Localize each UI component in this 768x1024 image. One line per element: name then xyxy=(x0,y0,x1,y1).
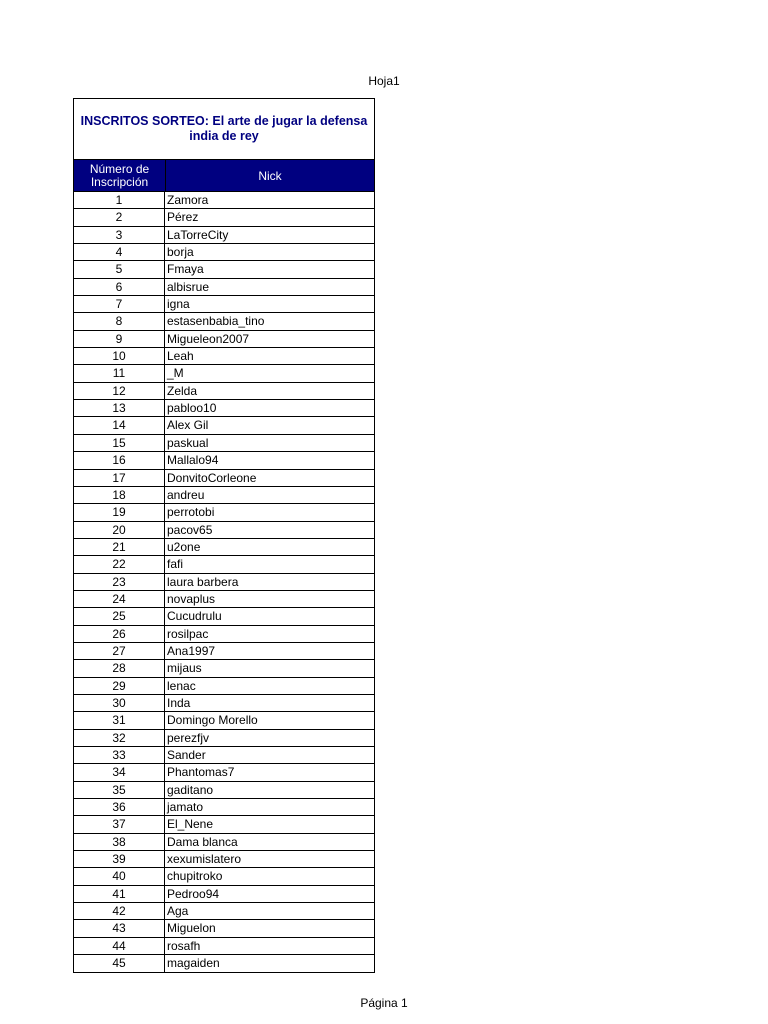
table-row xyxy=(74,608,374,625)
registration-number-cell: 27 xyxy=(74,643,165,659)
nick-cell: u2one xyxy=(167,539,201,554)
nick-cell: Migueleon2007 xyxy=(167,331,250,346)
table-row xyxy=(74,348,374,365)
nick-cell: Sander xyxy=(167,748,206,762)
registration-number-cell: 36 xyxy=(74,799,165,815)
table-row xyxy=(74,574,374,591)
nick-cell: DonvitoCorleone xyxy=(167,470,257,485)
registration-number-cell: 19 xyxy=(74,504,165,520)
table-row xyxy=(74,955,374,972)
nick-cell: Domingo Morello xyxy=(167,713,258,728)
table-row xyxy=(74,782,374,799)
registration-number-cell: 44 xyxy=(74,938,165,954)
table-row xyxy=(74,227,374,244)
nick-cell: Miguelon xyxy=(167,921,216,936)
table-row xyxy=(74,591,374,608)
registration-number-cell: 42 xyxy=(74,903,165,919)
table-row xyxy=(74,331,374,348)
column-header-number-line1: Número de xyxy=(89,161,150,176)
registration-number-cell: 38 xyxy=(74,834,165,850)
nick-cell: novaplus xyxy=(167,591,216,606)
table-row xyxy=(74,868,374,885)
table-row xyxy=(74,261,374,278)
registration-number-cell: 5 xyxy=(74,261,165,277)
registration-number-cell: 26 xyxy=(74,626,165,642)
table-header-row xyxy=(74,160,374,192)
registration-number-cell: 41 xyxy=(74,886,165,902)
nick-cell: Leah xyxy=(167,349,194,364)
table-row xyxy=(74,851,374,868)
nick-cell: jamato xyxy=(167,800,204,815)
table-row xyxy=(74,487,374,504)
table-row xyxy=(74,678,374,695)
table-row xyxy=(74,712,374,729)
page-number: Página 1 xyxy=(360,996,408,1010)
table-row xyxy=(74,400,374,417)
table-row xyxy=(74,660,374,677)
nick-cell: albisrue xyxy=(167,279,210,294)
table-row xyxy=(74,938,374,955)
registrations-table xyxy=(73,98,375,973)
nick-cell: rosilpac xyxy=(167,626,209,641)
table-row xyxy=(74,903,374,920)
registration-number-cell: 23 xyxy=(74,574,165,590)
registration-number-cell: 40 xyxy=(74,868,165,884)
table-row xyxy=(74,834,374,851)
table-row xyxy=(74,556,374,573)
nick-cell: borja xyxy=(167,245,194,260)
registration-number-cell: 16 xyxy=(74,452,165,468)
nick-cell: paskual xyxy=(167,435,209,450)
table-title-line1: INSCRITOS SORTEO: El arte de jugar la defensa xyxy=(80,114,368,128)
nick-cell: fafi xyxy=(167,557,184,572)
registration-number-cell: 37 xyxy=(74,816,165,832)
nick-cell: El_Nene xyxy=(167,817,214,832)
nick-cell: Mallalo94 xyxy=(167,453,219,468)
registration-number-cell: 18 xyxy=(74,487,165,503)
nick-cell: rosafh xyxy=(167,938,201,953)
nick-cell: mijaus xyxy=(167,661,202,676)
nick-cell: gaditano xyxy=(167,782,214,797)
nick-cell: Phantomas7 xyxy=(167,765,235,780)
table-row xyxy=(74,626,374,643)
nick-cell: pacov65 xyxy=(167,522,213,537)
nick-cell: laura barbera xyxy=(167,574,239,589)
registration-number-cell: 3 xyxy=(74,227,165,243)
nick-cell: perrotobi xyxy=(167,505,215,520)
nick-cell: Aga xyxy=(167,904,189,919)
nick-cell: _M xyxy=(167,366,184,381)
registration-number-cell: 7 xyxy=(74,296,165,312)
column-header-number-line2: Inscripción xyxy=(90,174,149,189)
table-row xyxy=(74,470,374,487)
registration-number-cell: 13 xyxy=(74,400,165,416)
nick-cell: Zelda xyxy=(167,383,198,398)
table-row xyxy=(74,522,374,539)
registration-number-cell: 33 xyxy=(74,747,165,763)
registration-number-cell: 35 xyxy=(74,782,165,798)
registration-number-cell: 14 xyxy=(74,417,165,433)
table-body xyxy=(74,192,374,972)
nick-cell: pabloo10 xyxy=(167,401,217,416)
table-row xyxy=(74,296,374,313)
registration-number-cell: 1 xyxy=(74,192,165,208)
nick-cell: Zamora xyxy=(167,193,209,207)
table-row xyxy=(74,244,374,261)
registration-number-cell: 10 xyxy=(74,348,165,364)
table-row xyxy=(74,504,374,521)
table-row xyxy=(74,643,374,660)
table-row xyxy=(74,764,374,781)
registration-number-cell: 21 xyxy=(74,539,165,555)
nick-cell: magaiden xyxy=(167,956,220,971)
nick-cell: perezfjv xyxy=(167,730,210,745)
registration-number-cell: 8 xyxy=(74,313,165,329)
nick-cell: Pérez xyxy=(167,210,199,225)
registration-number-cell: 34 xyxy=(74,764,165,780)
table-row xyxy=(74,417,374,434)
table-row xyxy=(74,383,374,400)
registration-number-cell: 9 xyxy=(74,331,165,347)
table-title xyxy=(74,99,374,160)
table-row xyxy=(74,313,374,330)
column-header-nick: Nick xyxy=(258,168,282,183)
table-row xyxy=(74,192,374,209)
nick-cell: Ana1997 xyxy=(167,643,216,658)
registration-number-cell: 4 xyxy=(74,244,165,260)
nick-cell: Fmaya xyxy=(167,262,204,277)
nick-cell: andreu xyxy=(167,487,205,502)
registration-number-cell: 22 xyxy=(74,556,165,572)
nick-cell: xexumislatero xyxy=(167,852,242,867)
registration-number-cell: 30 xyxy=(74,695,165,711)
table-row xyxy=(74,695,374,712)
registration-number-cell: 43 xyxy=(74,920,165,936)
table-row xyxy=(74,747,374,764)
nick-cell: Alex Gil xyxy=(167,418,209,433)
registration-number-cell: 25 xyxy=(74,608,165,624)
registration-number-cell: 6 xyxy=(74,279,165,295)
registration-number-cell: 28 xyxy=(74,660,165,676)
registration-number-cell: 2 xyxy=(74,209,165,225)
registration-number-cell: 39 xyxy=(74,851,165,867)
table-row xyxy=(74,730,374,747)
registration-number-cell: 32 xyxy=(74,730,165,746)
table-title-line2: india de rey xyxy=(189,129,259,143)
table-row xyxy=(74,799,374,816)
table-row xyxy=(74,920,374,937)
nick-cell: chupitroko xyxy=(167,869,223,884)
nick-cell: Pedroo94 xyxy=(167,886,220,901)
registration-number-cell: 45 xyxy=(74,955,165,972)
nick-cell: igna xyxy=(167,297,190,312)
nick-cell: Inda xyxy=(167,695,191,710)
registration-number-cell: 24 xyxy=(74,591,165,607)
table-row xyxy=(74,209,374,226)
registration-number-cell: 15 xyxy=(74,435,165,451)
registration-number-cell: 11 xyxy=(74,365,165,381)
table-row xyxy=(74,816,374,833)
registration-number-cell: 31 xyxy=(74,712,165,728)
table-row xyxy=(74,886,374,903)
table-row xyxy=(74,279,374,296)
nick-cell: Dama blanca xyxy=(167,834,238,849)
nick-cell: estasenbabia_tino xyxy=(167,314,265,329)
table-row xyxy=(74,365,374,382)
table-row xyxy=(74,435,374,452)
nick-cell: lenac xyxy=(167,678,196,693)
sheet-name: Hoja1 xyxy=(368,74,400,88)
nick-cell: LaTorreCity xyxy=(167,227,229,242)
table-row xyxy=(74,452,374,469)
nick-cell: Cucudrulu xyxy=(167,609,222,624)
registration-number-cell: 12 xyxy=(74,383,165,399)
registration-number-cell: 17 xyxy=(74,470,165,486)
registration-number-cell: 20 xyxy=(74,522,165,538)
column-header-number xyxy=(74,160,166,191)
table-row xyxy=(74,539,374,556)
registration-number-cell: 29 xyxy=(74,678,165,694)
